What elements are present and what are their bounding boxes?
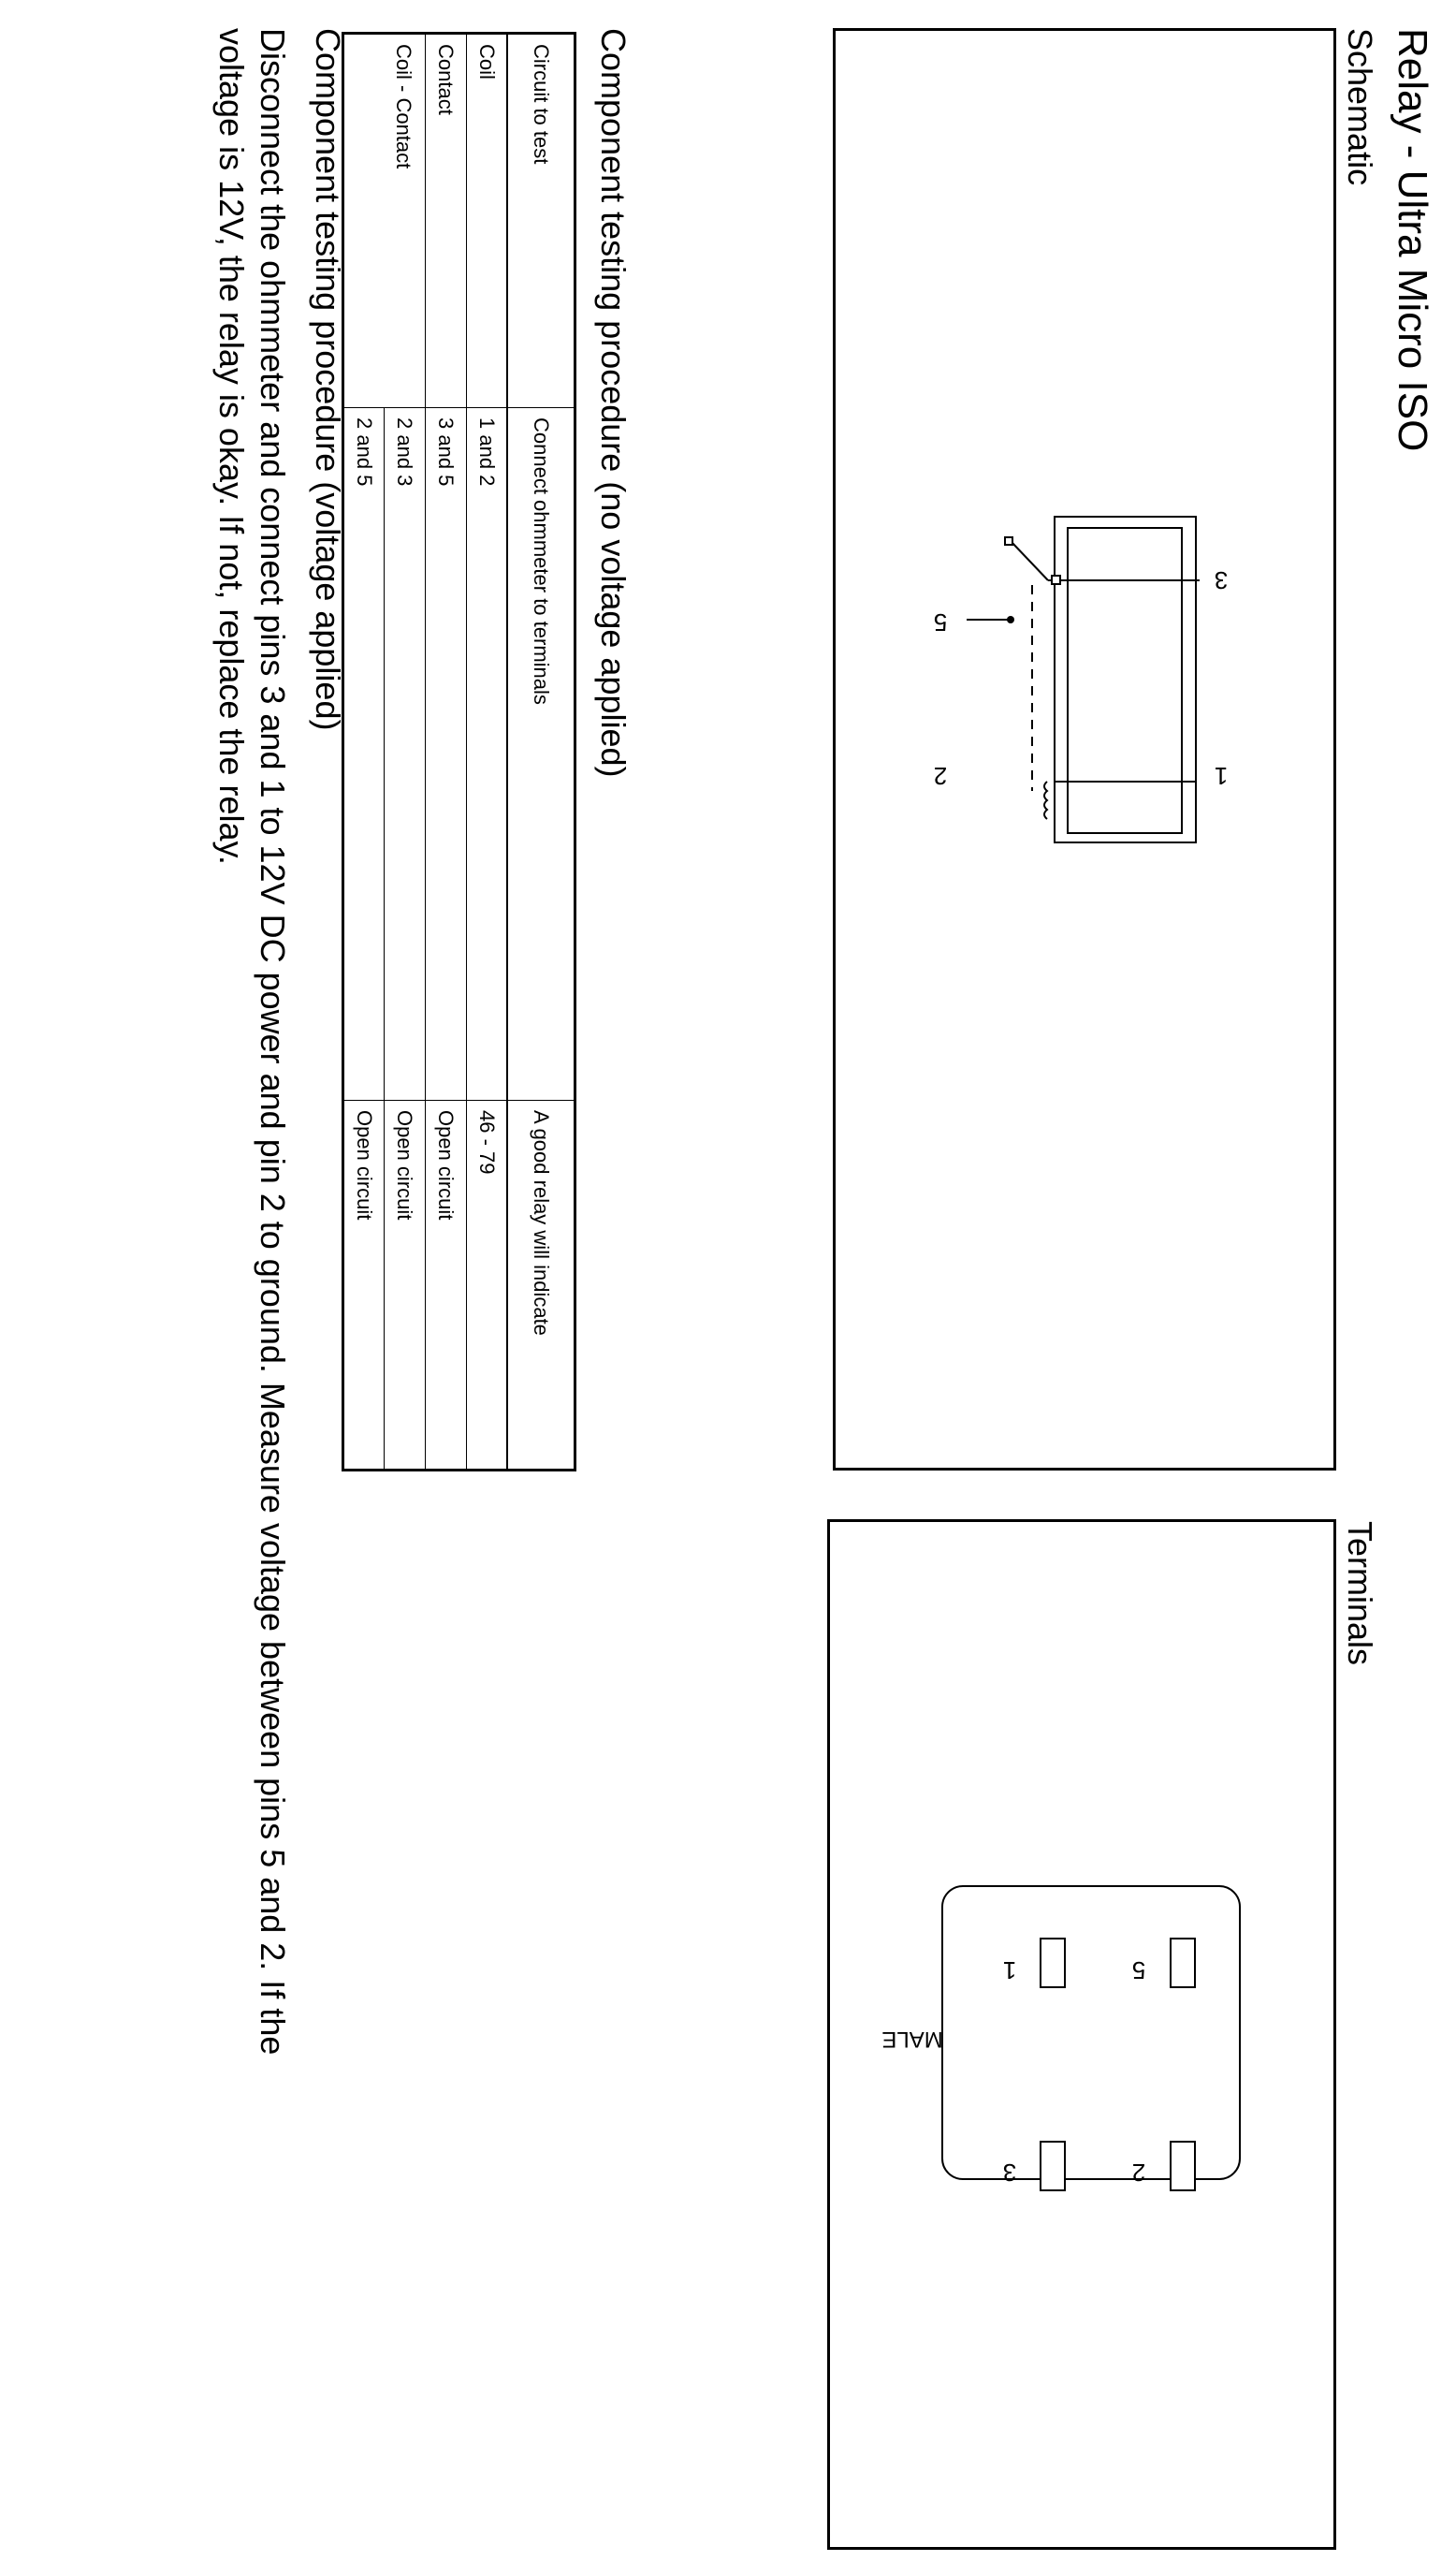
table-row — [426, 34, 467, 1471]
terminal-pin-2 — [1171, 2142, 1195, 2190]
schematic-pin-1-label: 1 — [1214, 762, 1229, 790]
table-row — [385, 34, 426, 1471]
terminal-pin-5-label: 5 — [1131, 1956, 1146, 1984]
relay-schematic-diagram — [836, 31, 1333, 1468]
table-header-row — [508, 34, 575, 1471]
terminals-panel — [827, 1519, 1336, 2550]
voltage-test-line-2: voltage is 12V, the relay is okay. If not, replace the relay. — [212, 28, 251, 865]
row-terminals: 1 and 2 — [467, 408, 508, 1101]
terminals-heading: Terminals — [1341, 1521, 1379, 1666]
terminal-pin-2-label: 2 — [1131, 2159, 1146, 2187]
contact-5-point — [1007, 616, 1014, 623]
terminal-connector-diagram — [830, 1522, 1333, 2547]
switch-arm — [1011, 541, 1048, 580]
row-circuit: Coil - Contact — [343, 34, 426, 408]
schematic-pin-3-label: 3 — [1214, 566, 1229, 594]
connector-housing — [942, 1886, 1240, 2179]
column-header-circuit: Circuit to test — [508, 34, 575, 408]
schematic-panel — [833, 28, 1336, 1471]
connector-gender-label: MALE — [881, 2027, 943, 2052]
schematic-heading: Schematic — [1341, 28, 1379, 186]
row-indication: Open circuit — [426, 1101, 467, 1471]
row-terminals: 2 and 5 — [343, 408, 385, 1101]
no-voltage-test-table — [342, 32, 576, 1471]
no-voltage-test-heading: Component testing procedure (no voltage applied) — [594, 28, 633, 778]
table-row — [467, 34, 508, 1471]
terminal-pin-1 — [1041, 1939, 1065, 1987]
contact-3-terminal — [1052, 576, 1060, 584]
row-terminals: 2 and 3 — [385, 408, 426, 1101]
terminal-pin-5 — [1171, 1939, 1195, 1987]
voltage-test-heading: Component testing procedure (voltage applied) — [309, 28, 347, 731]
relay-housing-inner — [1068, 528, 1182, 833]
voltage-test-line-1: Disconnect the ohmmeter and connect pins 3 and 1 to 12V DC power and pin 2 to ground. Measure voltage between pins 5 and 2. If the — [254, 28, 292, 2056]
column-header-indication: A good relay will indicate — [508, 1101, 575, 1471]
switch-pivot — [1005, 537, 1012, 545]
terminal-pin-3 — [1041, 2142, 1065, 2190]
terminal-pin-3-label: 3 — [1002, 2159, 1017, 2187]
row-circuit: Contact — [426, 34, 467, 408]
row-circuit: Coil — [467, 34, 508, 408]
page-title: Relay - Ultra Micro ISO — [1390, 28, 1435, 452]
schematic-pin-2-label: 2 — [933, 762, 948, 790]
coil-winding — [1044, 782, 1047, 819]
row-indication: Open circuit — [343, 1101, 385, 1471]
row-indication: 46 - 79 — [467, 1101, 508, 1471]
voltage-test-instructions — [211, 28, 293, 2546]
column-header-terminals: Connect ohmmeter to terminals — [508, 408, 575, 1101]
relay-housing-outer — [1055, 517, 1196, 842]
row-indication: Open circuit — [385, 1101, 426, 1471]
row-terminals: 3 and 5 — [426, 408, 467, 1101]
schematic-pin-5-label: 5 — [933, 608, 948, 637]
terminal-pin-1-label: 1 — [1002, 1956, 1017, 1984]
